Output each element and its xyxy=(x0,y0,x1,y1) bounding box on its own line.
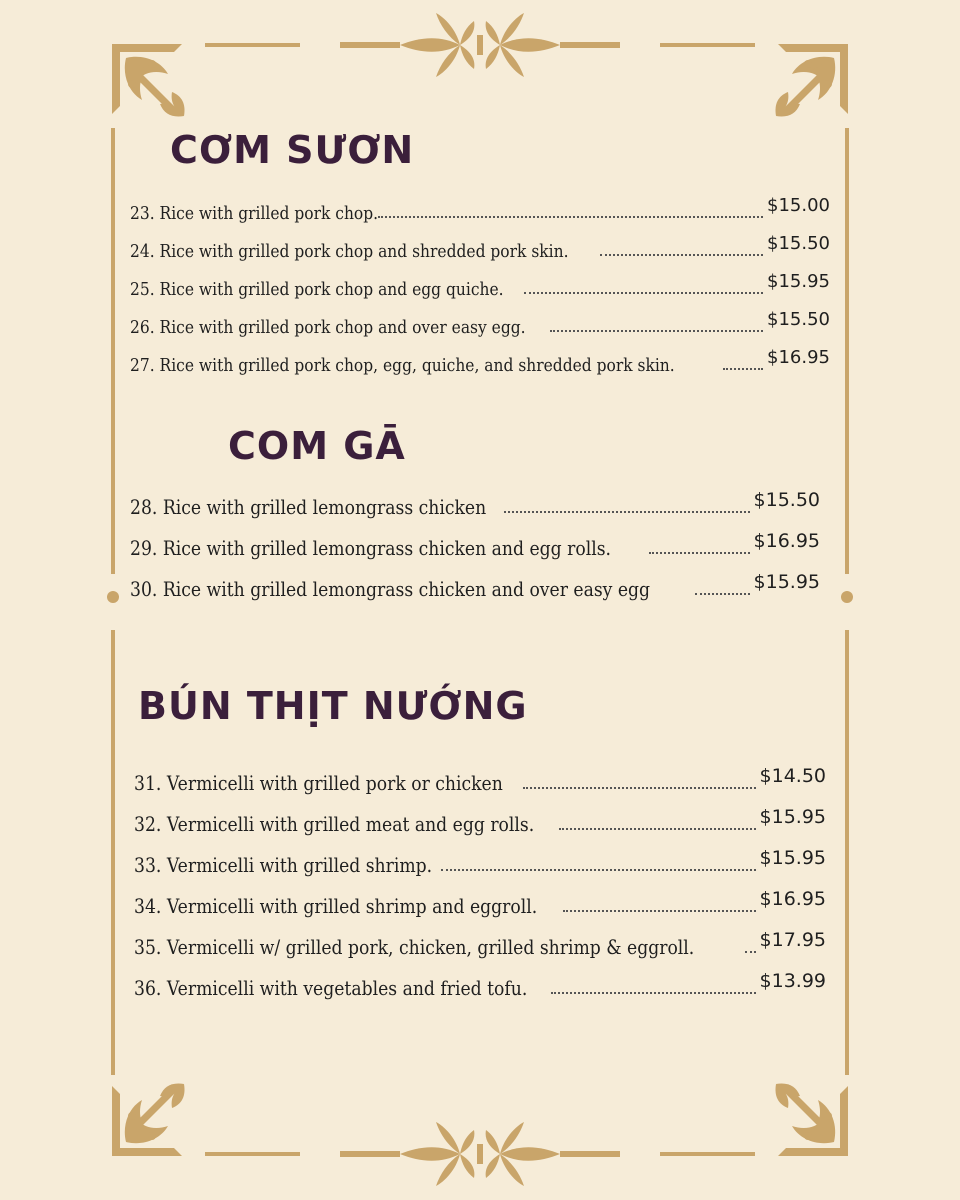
section-title-com-ga: COM GĀ xyxy=(228,424,406,468)
dot-leader xyxy=(441,869,756,871)
menu-item xyxy=(130,262,830,300)
dot-leader xyxy=(524,292,763,294)
menu-item xyxy=(130,300,830,338)
item-price: $17.95 xyxy=(759,929,826,951)
item-price: $14.50 xyxy=(759,765,826,787)
item-name: 28. Rice with grilled lemongrass chicken xyxy=(130,495,487,519)
dot-leader xyxy=(600,254,763,256)
item-name: 27. Rice with grilled pork chop, egg, quiche, and shredded pork skin. xyxy=(130,355,675,376)
item-price: $16.95 xyxy=(753,530,820,552)
dot-leader xyxy=(563,910,756,912)
item-name: 32. Vermicelli with grilled meat and egg rolls. xyxy=(134,812,535,836)
menu-item xyxy=(130,224,830,262)
menu-item xyxy=(130,186,830,224)
item-name: 31. Vermicelli with grilled pork or chicken xyxy=(134,771,503,795)
item-price: $16.95 xyxy=(759,888,826,910)
menu-item xyxy=(130,338,830,376)
item-price: $15.00 xyxy=(767,195,830,216)
item-name: 36. Vermicelli with vegetables and fried tofu. xyxy=(134,976,528,1000)
item-name: 33. Vermicelli with grilled shrimp. xyxy=(134,853,433,877)
menu-item xyxy=(130,519,820,560)
dot-leader xyxy=(559,828,755,830)
dot-leader xyxy=(745,951,755,953)
menu-item xyxy=(134,877,826,918)
dot-leader xyxy=(551,992,755,994)
dot-leader xyxy=(649,552,749,554)
menu-item xyxy=(130,560,820,601)
menu-list-bun-thit-nuong xyxy=(134,754,826,1000)
dot-leader xyxy=(723,368,763,370)
dot-leader xyxy=(504,511,749,513)
item-name: 23. Rice with grilled pork chop. xyxy=(130,203,379,224)
item-price: $15.50 xyxy=(767,233,830,254)
item-name: 25. Rice with grilled pork chop and egg quiche. xyxy=(130,279,504,300)
item-price: $15.50 xyxy=(767,309,830,330)
menu-item xyxy=(134,836,826,877)
dot-leader xyxy=(523,787,756,789)
item-name: 26. Rice with grilled pork chop and over easy egg. xyxy=(130,317,526,338)
menu-item xyxy=(134,795,826,836)
dot-leader xyxy=(695,593,750,595)
item-price: $15.95 xyxy=(767,271,830,292)
section-title-com-suon: CƠM SƯƠN xyxy=(170,128,415,172)
section-title-bun-thit-nuong: BÚN THỊT NƯỚNG xyxy=(138,684,528,728)
item-name: 24. Rice with grilled pork chop and shredded pork skin. xyxy=(130,241,569,262)
item-price: $16.95 xyxy=(767,347,830,368)
item-price: $15.95 xyxy=(759,847,826,869)
item-name: 35. Vermicelli w/ grilled pork, chicken, grilled shrimp & eggroll. xyxy=(134,935,695,959)
menu-item xyxy=(134,959,826,1000)
item-name: 34. Vermicelli with grilled shrimp and eggroll. xyxy=(134,894,538,918)
menu-item xyxy=(130,478,820,519)
item-name: 30. Rice with grilled lemongrass chicken and over easy egg xyxy=(130,577,651,601)
dot-leader xyxy=(550,330,763,332)
dot-leader xyxy=(378,216,763,218)
item-price: $15.95 xyxy=(753,571,820,593)
menu-item xyxy=(134,918,826,959)
menu-list-com-suon xyxy=(130,186,830,376)
menu-list-com-ga xyxy=(130,478,820,601)
item-price: $15.50 xyxy=(753,489,820,511)
item-name: 29. Rice with grilled lemongrass chicken and egg rolls. xyxy=(130,536,611,560)
menu-item xyxy=(134,754,826,795)
item-price: $13.99 xyxy=(759,970,826,992)
item-price: $15.95 xyxy=(759,806,826,828)
